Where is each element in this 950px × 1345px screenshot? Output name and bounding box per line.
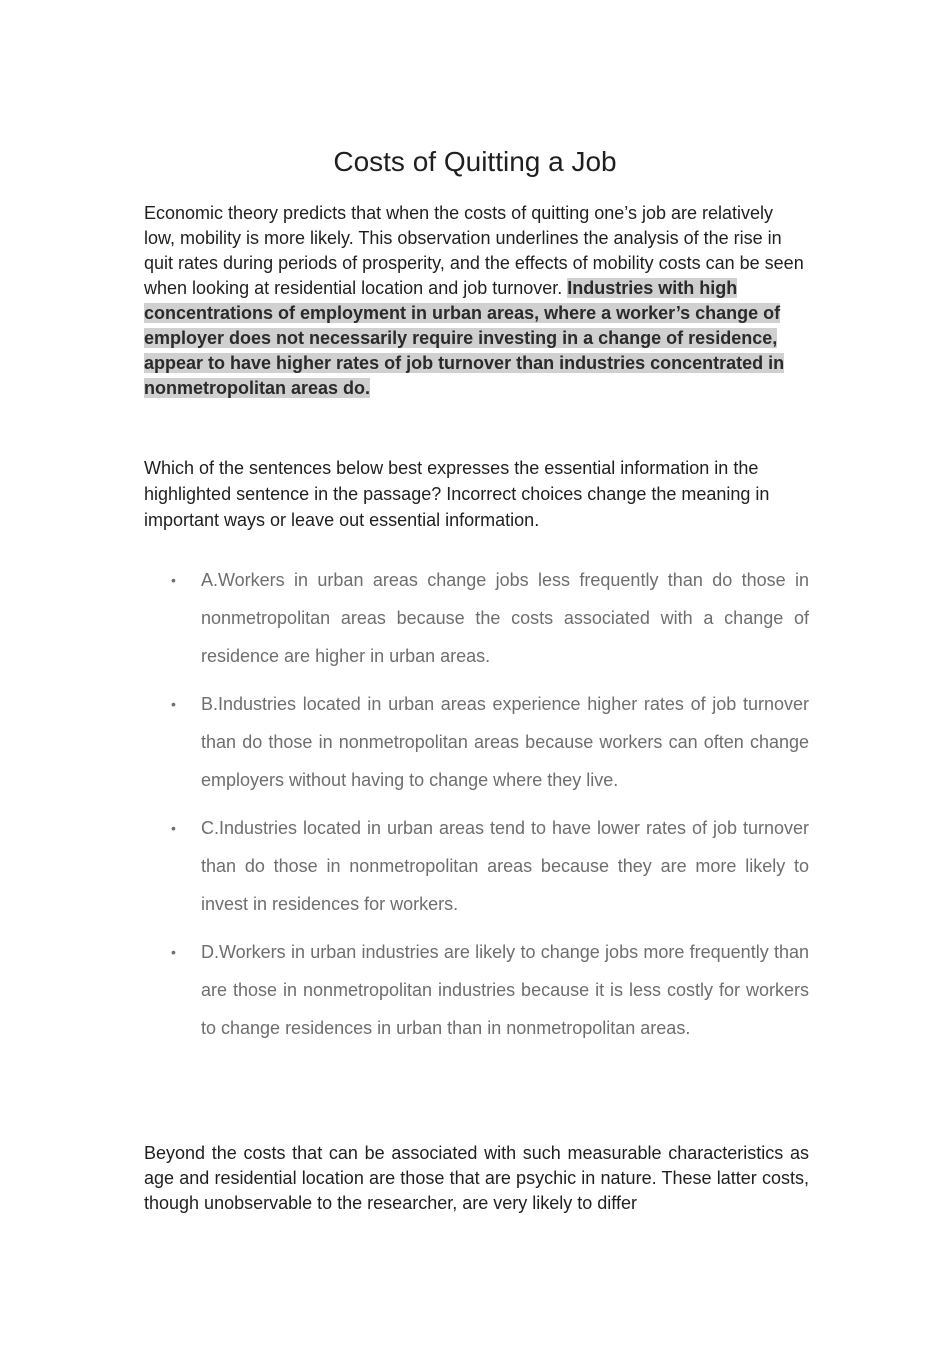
answer-choice-c[interactable] xyxy=(144,809,809,923)
highlighted-sentence: Industries with high concentrations of employment in urban areas, where a worker’s change of employer does not necessarily require investing in a change of residence, appear to have higher rates of job turnover than industries concentrated in nonmetropolitan areas do. xyxy=(144,278,785,398)
bullet-icon: • xyxy=(171,572,176,588)
answer-choices-list xyxy=(144,561,809,1057)
answer-choice-text: D.Workers in urban industries are likely to change jobs more frequently than are those in nonmetropolitan industries because it is less costly for workers to change residences in urban than in nonmetropolitan areas. xyxy=(201,942,809,1038)
answer-choice-a[interactable] xyxy=(144,561,809,675)
passage-text: Economic theory predicts that when the costs of quitting one’s job are relatively low, mobility is more likely. This observation underlines the analysis of the rise in quit rates during periods of prosperity, and the effects of mobility costs can be seen when looking at residential location and job turnover. xyxy=(144,203,804,298)
answer-choice-text: B.Industries located in urban areas experience higher rates of job turnover than do those in nonmetropolitan areas because workers can often change employers without having to change where they live. xyxy=(201,694,809,790)
bullet-icon: • xyxy=(171,944,176,960)
answer-choice-b[interactable] xyxy=(144,685,809,799)
question-prompt: Which of the sentences below best expresses the essential information in the highlighted sentence in the passage? Incorrect choices change the meaning in important ways or leave out essential information. xyxy=(144,458,770,530)
page-title: Costs of Quitting a Job xyxy=(333,146,617,177)
answer-choice-text: C.Industries located in urban areas tend to have lower rates of job turnover than do those in nonmetropolitan areas because they are more likely to invest in residences for workers. xyxy=(201,818,809,914)
passage-paragraph xyxy=(144,201,809,401)
bullet-icon: • xyxy=(171,696,176,712)
answer-choice-d[interactable] xyxy=(144,933,809,1047)
bullet-icon: • xyxy=(171,820,176,836)
continuation-paragraph: Beyond the costs that can be associated with such measurable characteristics as age and residential location are those that are psychic in nature. These latter costs, though unobservable to the researcher, are very likely to differ xyxy=(144,1143,809,1213)
answer-choice-text: A.Workers in urban areas change jobs less frequently than do those in nonmetropolitan areas because the costs associated with a change of residence are higher in urban areas. xyxy=(201,570,809,666)
